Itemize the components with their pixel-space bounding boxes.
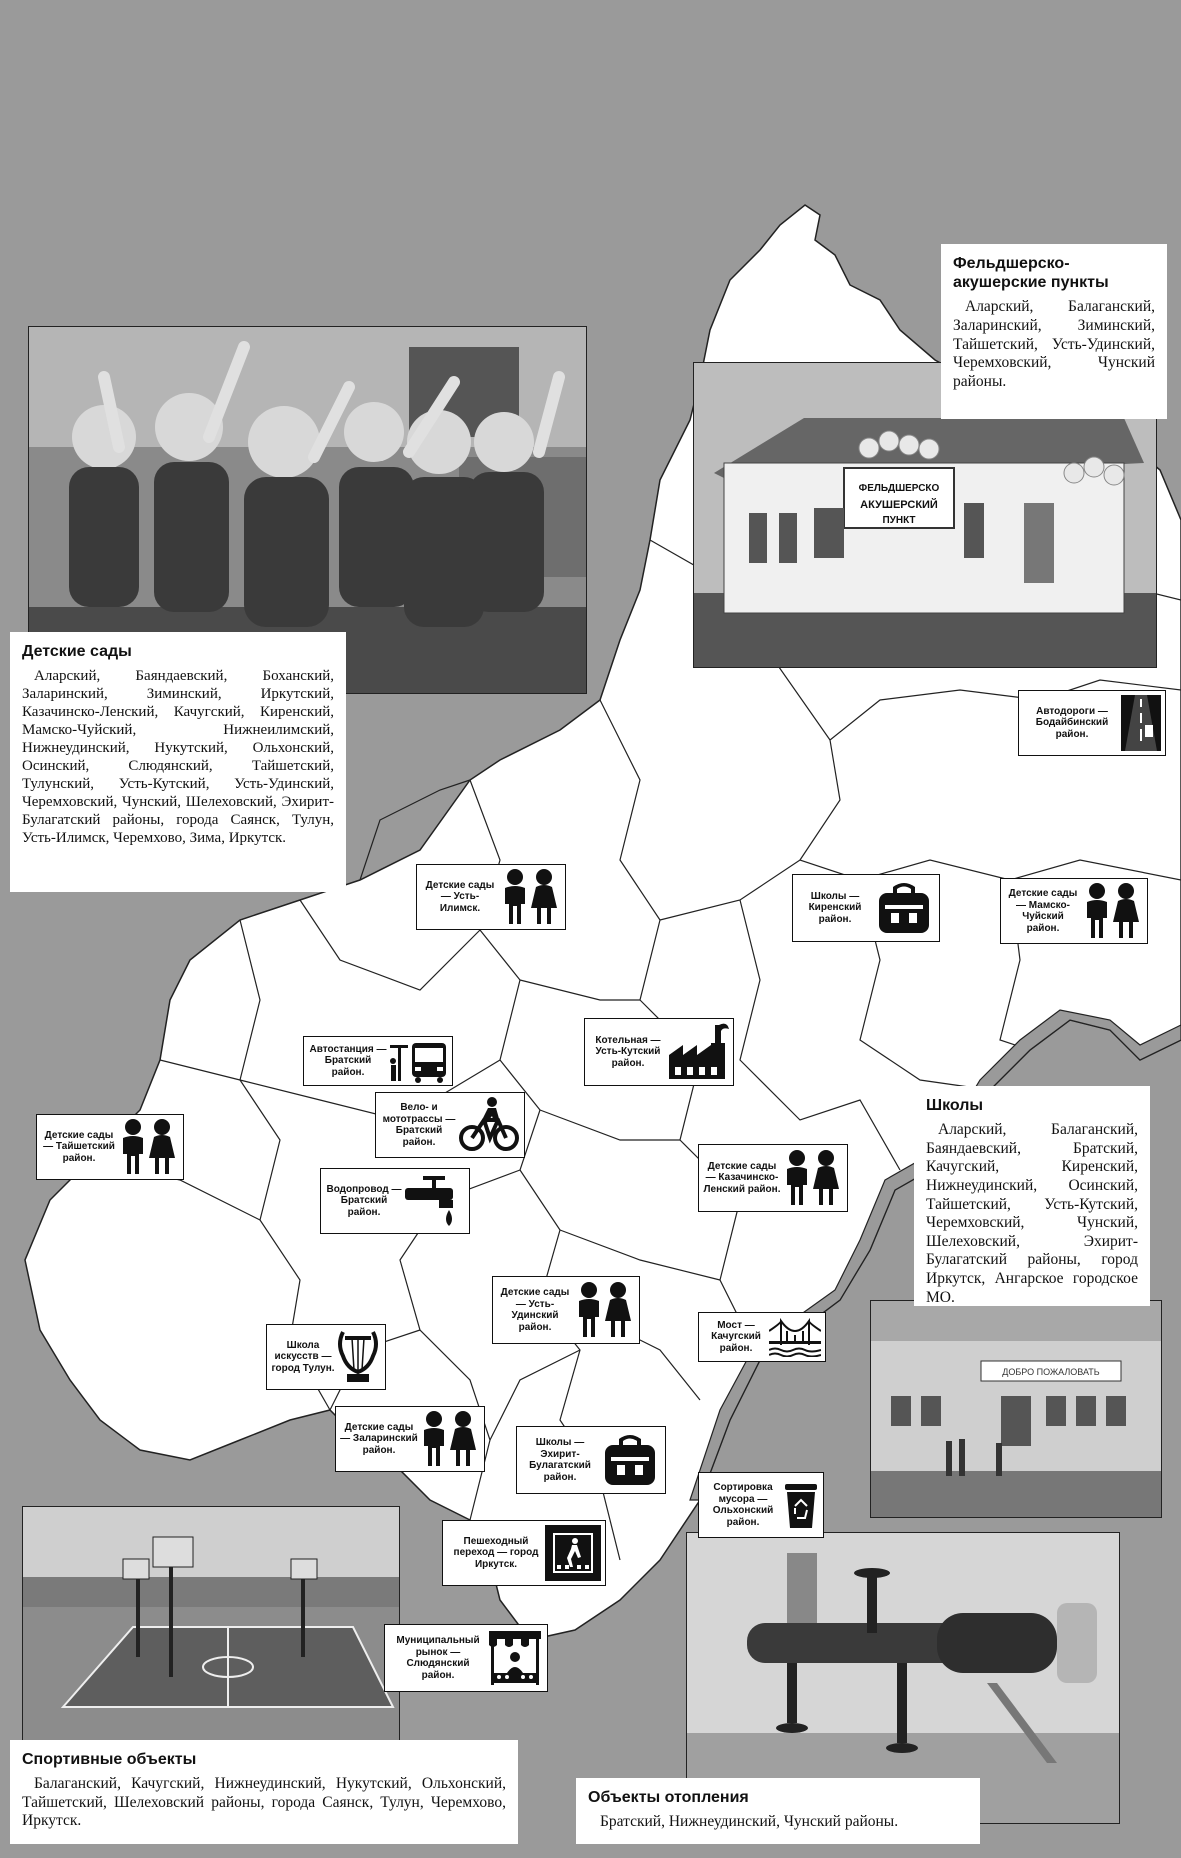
label-text: Пешеходный переход — город Иркутск. xyxy=(453,1535,539,1570)
fap-sign-text-2: АКУШЕРСКИЙ xyxy=(860,499,938,511)
label-text: Сортировка мусора — Ольхонский район. xyxy=(712,1482,774,1528)
kindergartens-info-box xyxy=(10,632,346,892)
label-bike-tracks-bratsk xyxy=(375,1092,525,1158)
bus-station-icon xyxy=(388,1039,448,1083)
recycle-bin-icon xyxy=(783,1480,819,1530)
label-waste-sorting-olkhon xyxy=(698,1472,824,1538)
label-text: Автодороги — Бодайбинский район. xyxy=(1035,705,1109,740)
label-text: Детские сады — Усть-Илимск. xyxy=(425,879,495,914)
schools-info-box xyxy=(914,1086,1150,1306)
fap-text: Аларский, Балаганский, Заларинский, Зиминский, Тайшетский, Усть-Удинский, Черемховский, Чунский районы. xyxy=(953,298,1155,390)
label-kindergartens-taishet xyxy=(36,1114,184,1180)
label-text: Детские сады — Заларинский район. xyxy=(340,1421,418,1456)
sports-info-box xyxy=(10,1740,518,1844)
sports-ground-photo xyxy=(22,1506,400,1744)
factory-icon xyxy=(667,1023,729,1081)
market-stall-icon xyxy=(487,1629,543,1687)
label-kindergartens-kazachinsko-lensky xyxy=(698,1144,848,1212)
label-text: Муниципальный рынок — Слюдянский район. xyxy=(396,1635,480,1681)
road-icon xyxy=(1121,695,1161,751)
label-pedestrian-crossing-irkutsk xyxy=(442,1520,606,1586)
children-icon xyxy=(418,1410,480,1468)
school-bag-icon xyxy=(873,879,935,937)
label-text: Мост — Качугский район. xyxy=(711,1319,761,1354)
label-kindergartens-ust-uda xyxy=(492,1276,640,1344)
children-icon xyxy=(117,1118,179,1176)
label-market-slyudyanka xyxy=(384,1624,548,1692)
heating-info-box xyxy=(576,1778,980,1844)
label-kindergartens-ust-ilimsk xyxy=(416,864,566,930)
label-schools-kirensk xyxy=(792,874,940,942)
label-text: Детские сады — Казачинско-Ленский район. xyxy=(703,1160,781,1195)
label-text: Школа искусств — город Тулун. xyxy=(271,1339,335,1374)
school-bag-icon xyxy=(599,1431,661,1489)
water-tap-icon xyxy=(403,1172,465,1230)
label-text: Детские сады — Усть-Удинский район. xyxy=(500,1287,570,1333)
bridge-icon xyxy=(769,1317,821,1357)
fap-info-box xyxy=(941,244,1167,419)
label-text: Котельная — Усть-Кутский район. xyxy=(595,1034,661,1069)
label-text: Школы — Эхирит-Булагатский район. xyxy=(529,1437,591,1483)
label-kindergartens-zalari xyxy=(335,1406,485,1472)
label-kindergartens-mama-chuya xyxy=(1000,878,1148,944)
label-schools-ekhirit-bulagat xyxy=(516,1426,666,1494)
pedestrian-crossing-icon xyxy=(545,1525,601,1581)
schools-text: Аларский, Балаганский, Баяндаевский, Братский, Качугский, Киренский, Нижнеудинский, Осинский, Тайшетский, Усть-Кутский, Черемховский, Чунский, Шелеховский, Эхирит-Булагатский районы, город Иркутск, Ангарское городское МО. xyxy=(926,1121,1138,1306)
label-art-school-tulun xyxy=(266,1324,386,1390)
children-icon xyxy=(1081,882,1143,940)
label-text: Автостанция — Братский район. xyxy=(309,1043,387,1078)
label-text: Школы — Киренский район. xyxy=(808,890,862,925)
label-text: Детские сады — Мамско-Чуйский район. xyxy=(1008,888,1078,934)
label-text: Водопровод — Братский район. xyxy=(326,1183,402,1218)
label-water-supply-bratsk xyxy=(320,1168,470,1234)
lyre-icon xyxy=(335,1328,381,1386)
school-building-photo xyxy=(870,1300,1162,1518)
label-boiler-ust-kut xyxy=(584,1018,734,1086)
children-icon xyxy=(499,868,561,926)
kindergartens-text: Аларский, Баяндаевский, Боханский, Заларинский, Зиминский, Иркутский, Казачинско-Ленский, Качугский, Киренский, Мамско-Чуйский, Нижнеилимский, Нижнеудинский, Нукутский, Ольхонский, Осинский, Слюдянский, Тайшетский, Тулунский, Усть-Кутский, Усть-Удинский, Черемховский, Чунский, Шелеховский, Эхирит-Булагатский районы, города Саянск, Тулун, Усть-Илимск, Черемхово, Зима, Иркутск. xyxy=(22,668,334,847)
cyclist-icon xyxy=(458,1096,520,1154)
label-text: Вело- и мототрассы — Братский район. xyxy=(382,1102,456,1148)
children-icon xyxy=(573,1281,635,1339)
kindergartens-title: Детские сады xyxy=(22,643,132,660)
sports-title: Спортивные объекты xyxy=(22,1751,197,1768)
children-icon xyxy=(781,1149,843,1207)
heating-title: Объекты отопления xyxy=(588,1789,749,1806)
label-text: Детские сады — Тайшетский район. xyxy=(43,1129,115,1164)
schools-title: Школы xyxy=(926,1097,984,1114)
fap-title: Фельдшерско-акушерские пункты xyxy=(953,255,1109,292)
label-bridge-kachug xyxy=(698,1312,826,1362)
school-sign-text: ДОБРО ПОЖАЛОВАТЬ xyxy=(1002,1367,1100,1377)
heating-text: Братский, Нижнеудинский, Чунский районы. xyxy=(600,1813,899,1831)
fap-sign-text: ФЕЛЬДШЕРСКО xyxy=(858,483,940,494)
fap-sign-text-3: ПУНКТ xyxy=(882,515,916,526)
sports-text: Балаганский, Качугский, Нижнеудинский, Нукутский, Ольхонский, Тайшетский, Шелеховский районы, города Саянск, Тулун, Черемхово, Иркутск. xyxy=(22,1775,506,1830)
label-bus-station-bratsk xyxy=(303,1036,453,1086)
label-roads-bodaibo xyxy=(1018,690,1166,756)
